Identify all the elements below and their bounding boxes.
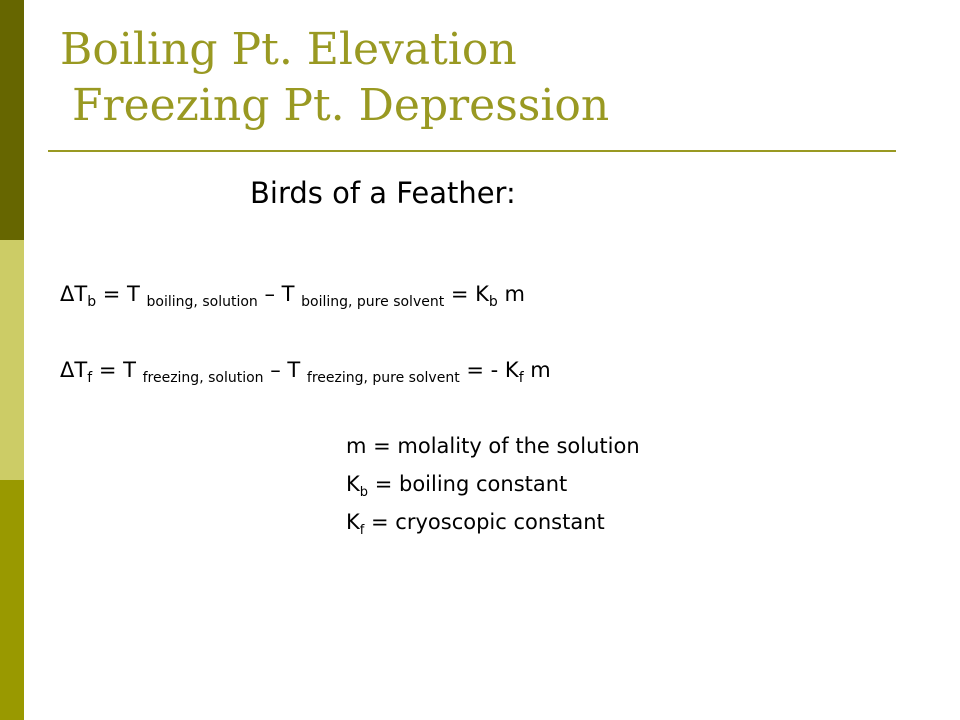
def-kb-sub: b bbox=[359, 485, 369, 500]
eq-bp-eq1: = T bbox=[96, 282, 147, 306]
eq-bp-eq2: = K bbox=[444, 282, 489, 306]
slide-title bbox=[60, 22, 609, 134]
def-kf-text: = cryoscopic constant bbox=[364, 510, 605, 534]
eq-bp-minus: – T bbox=[257, 282, 302, 306]
eq-fp-eq2: = - K bbox=[459, 358, 519, 382]
def-kb-symbol: K bbox=[346, 472, 360, 496]
def-kb-text: = boiling constant bbox=[368, 472, 568, 496]
def-kf-sub: f bbox=[359, 523, 365, 538]
eq-fp-k-sub: f bbox=[518, 370, 524, 386]
eq-fp-minus: – T bbox=[263, 358, 307, 382]
eq-bp-lhs: ΔT bbox=[60, 282, 88, 306]
eq-bp-t2-sub: boiling, pure solvent bbox=[301, 294, 445, 310]
freezing-point-equation bbox=[60, 358, 551, 386]
side-band-dark bbox=[0, 0, 24, 240]
slide-title-line1: Boiling Pt. Elevation bbox=[60, 24, 517, 75]
eq-bp-k-sub: b bbox=[488, 294, 498, 310]
eq-bp-lhs-sub: b bbox=[87, 294, 97, 310]
title-divider bbox=[48, 150, 896, 152]
eq-fp-eq1: = T bbox=[92, 358, 143, 382]
def-kf-symbol: K bbox=[346, 510, 360, 534]
eq-fp-lhs-sub: f bbox=[87, 370, 93, 386]
definition-molality: m = molality of the solution bbox=[346, 434, 640, 458]
side-band-light bbox=[0, 240, 24, 480]
slide-title-line2: Freezing Pt. Depression bbox=[72, 80, 610, 131]
eq-bp-t1-sub: boiling, solution bbox=[146, 294, 258, 310]
definition-kb bbox=[346, 472, 568, 500]
side-band-olive bbox=[0, 480, 24, 720]
boiling-point-equation bbox=[60, 282, 525, 310]
slide-subtitle: Birds of a Feather: bbox=[250, 176, 516, 210]
definition-kf bbox=[346, 510, 605, 538]
eq-bp-tail: m bbox=[497, 282, 525, 306]
eq-fp-tail: m bbox=[523, 358, 551, 382]
eq-fp-lhs: ΔT bbox=[60, 358, 88, 382]
eq-fp-t1-sub: freezing, solution bbox=[142, 370, 264, 386]
eq-fp-t2-sub: freezing, pure solvent bbox=[306, 370, 460, 386]
